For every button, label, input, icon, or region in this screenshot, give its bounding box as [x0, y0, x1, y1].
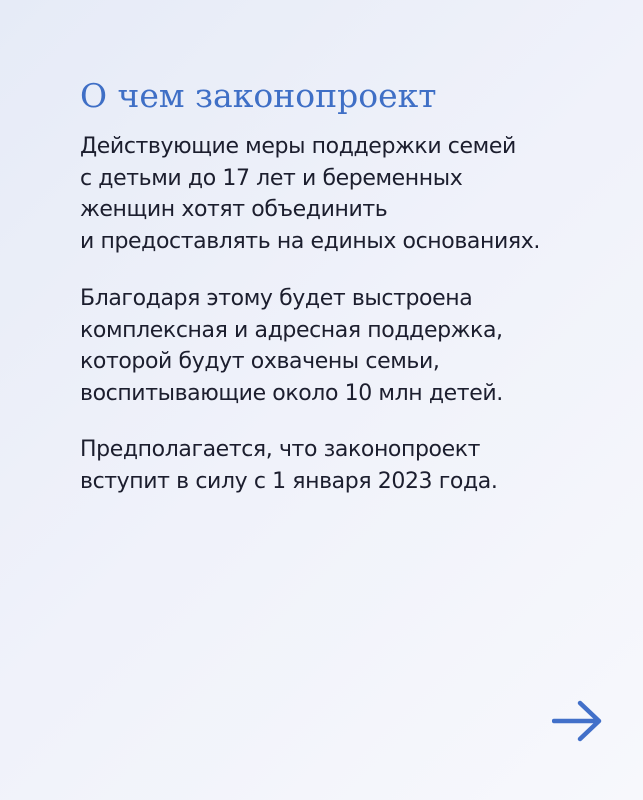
paragraph-effective-date	[80, 434, 497, 497]
paragraph-line: и предоставлять на единых основаниях.	[80, 228, 540, 254]
paragraph-line: Благодаря этому будет выстроена	[80, 286, 473, 311]
slide-title: О чем законопроект	[80, 76, 437, 115]
next-slide-button[interactable]	[550, 697, 606, 745]
paragraph-merge-support	[80, 131, 540, 257]
arrow-right-icon	[552, 699, 604, 743]
paragraph-line: воспитывающие около 10 млн детей.	[80, 380, 503, 406]
paragraph-line: Предполагается, что законопроект	[80, 437, 481, 462]
paragraph-targeted-support	[80, 283, 503, 409]
paragraph-line: комплексная и адресная поддержка,	[80, 317, 503, 343]
paragraph-line: Действующие меры поддержки семей	[80, 134, 516, 159]
paragraph-line: женщин хотят объединить	[80, 197, 388, 222]
paragraph-line: с детьми до 17 лет и беременных	[80, 165, 463, 191]
paragraph-line: которой будут охвачены семьи,	[80, 349, 440, 374]
paragraph-line: вступит в силу с 1 января 2023 года.	[80, 468, 498, 494]
